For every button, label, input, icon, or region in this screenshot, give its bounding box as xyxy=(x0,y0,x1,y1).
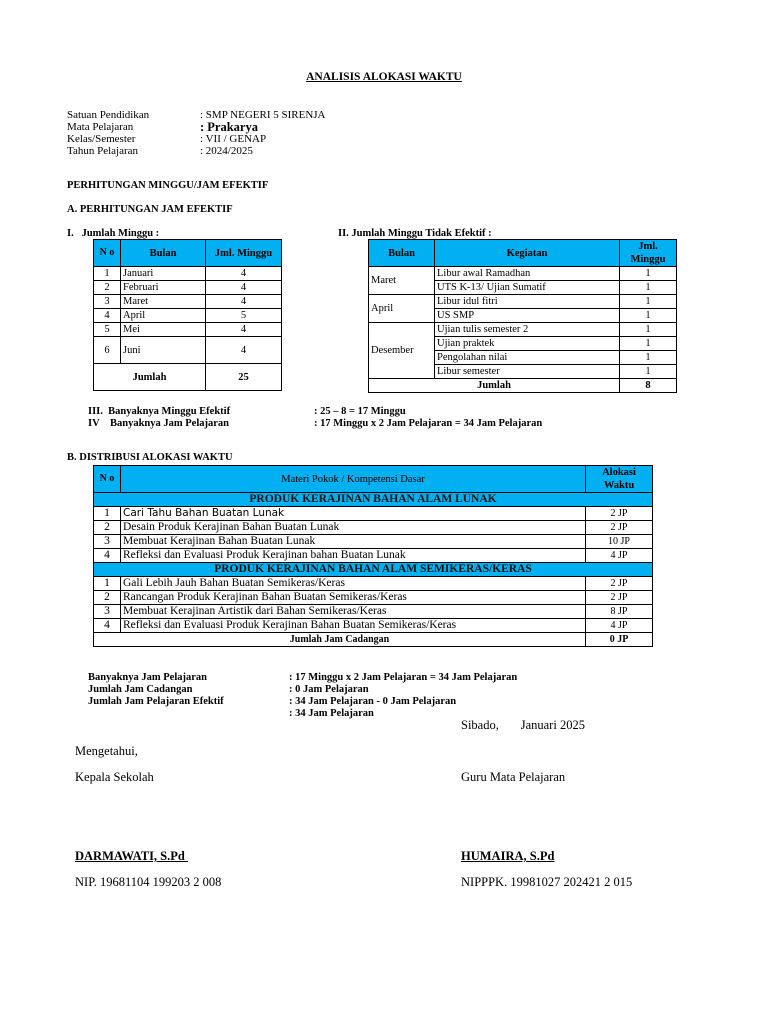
cell-jml: 4 xyxy=(206,337,282,364)
document-title: ANALISIS ALOKASI WAKTU xyxy=(306,71,462,83)
table-row xyxy=(94,591,653,605)
distribusi-alokasi-table xyxy=(93,465,653,647)
minggu-efektif-value: : 25 – 8 = 17 Minggu xyxy=(314,406,406,417)
table-total-row xyxy=(94,633,653,647)
cell-no: 4 xyxy=(94,549,121,563)
sub-heading-i: I. Jumlah Minggu : xyxy=(67,228,160,239)
table-row xyxy=(94,267,282,281)
cell-no: 2 xyxy=(94,591,121,605)
cell-jml: 1 xyxy=(620,337,677,351)
info-label: Tahun Pelajaran xyxy=(67,145,139,157)
cell-jml: 1 xyxy=(620,281,677,295)
cell-materi: Refleksi dan Evaluasi Produk Kerajinan bahan Buatan Lunak xyxy=(121,549,586,563)
cell-no: 1 xyxy=(94,507,121,521)
info-label: Satuan Pendidikan xyxy=(67,109,150,121)
sub-heading-ii: II. Jumlah Minggu Tidak Efektif : xyxy=(338,228,492,239)
summary-label: Jumlah Jam Pelajaran Efektif xyxy=(88,696,224,707)
table-row xyxy=(94,281,282,295)
minggu-efektif-label: III. Banyaknya Minggu Efektif xyxy=(88,406,231,417)
col-header-materi: Materi Pokok / Kompetensi Dasar xyxy=(121,466,586,493)
summary-value: : 34 Jam Pelajaran xyxy=(289,708,374,719)
col-header-no: N o xyxy=(94,240,121,267)
cell-waktu: 10 JP xyxy=(586,535,653,549)
cell-bulan: Januari xyxy=(121,267,206,281)
col-header-no: N o xyxy=(94,466,121,493)
heading-main: PERHITUNGAN MINGGU/JAM EFEKTIF xyxy=(67,180,269,191)
info-value: : Prakarya xyxy=(200,120,258,134)
table-row xyxy=(369,295,677,309)
cell-jml: 1 xyxy=(620,295,677,309)
col-header-kegiatan: Kegiatan xyxy=(435,240,620,267)
col-header-bulan: Bulan xyxy=(369,240,435,267)
table-row xyxy=(94,549,653,563)
cell-waktu: 2 JP xyxy=(586,521,653,535)
cell-jml: 1 xyxy=(620,267,677,281)
cell-no: 2 xyxy=(94,281,121,295)
cell-materi: Rancangan Produk Kerajinan Bahan Buatan Semikeras/Keras xyxy=(121,591,586,605)
cell-kegiatan: Ujian tulis semester 2 xyxy=(435,323,620,337)
cell-no: 5 xyxy=(94,323,121,337)
cell-bulan: Maret xyxy=(121,295,206,309)
summary-value: : 17 Minggu x 2 Jam Pelajaran = 34 Jam Pelajaran xyxy=(289,672,518,683)
table-row xyxy=(94,295,282,309)
table-row xyxy=(94,507,653,521)
total-value: 8 xyxy=(620,379,677,393)
group-header-row xyxy=(94,493,653,507)
cell-waktu: 2 JP xyxy=(586,507,653,521)
table-row xyxy=(369,267,677,281)
total-label: Jumlah Jam Cadangan xyxy=(94,633,586,647)
cell-jml: 4 xyxy=(206,295,282,309)
section-a-heading: A. PERHITUNGAN JAM EFEKTIF xyxy=(67,204,233,215)
cell-kegiatan: US SMP xyxy=(435,309,620,323)
table-row xyxy=(94,323,282,337)
cell-materi: Gali Lebih Jauh Bahan Buatan Semikeras/Keras xyxy=(121,577,586,591)
cell-no: 1 xyxy=(94,267,121,281)
table-row xyxy=(94,337,282,364)
jam-pelajaran-value: : 17 Minggu x 2 Jam Pelajaran = 34 Jam Pelajaran xyxy=(314,418,543,429)
cell-bulan: April xyxy=(369,295,435,323)
cell-bulan: Mei xyxy=(121,323,206,337)
table-row xyxy=(94,521,653,535)
table-total-row xyxy=(94,364,282,391)
cell-waktu: 8 JP xyxy=(586,605,653,619)
cell-materi: Membuat Kerajinan Bahan Buatan Lunak xyxy=(121,535,586,549)
cell-jml: 1 xyxy=(620,323,677,337)
place-date: Sibado, Januari 2025 xyxy=(461,718,585,732)
cell-no: 1 xyxy=(94,577,121,591)
summary-value: : 0 Jam Pelajaran xyxy=(289,684,369,695)
cell-no: 2 xyxy=(94,521,121,535)
cell-kegiatan: Ujian praktek xyxy=(435,337,620,351)
cell-materi: Cari Tahu Bahan Buatan Lunak xyxy=(121,507,586,521)
cell-jml: 1 xyxy=(620,365,677,379)
cell-jml: 4 xyxy=(206,267,282,281)
table-row xyxy=(369,323,677,337)
summary-value: : 34 Jam Pelajaran - 0 Jam Pelajaran xyxy=(289,696,457,707)
cell-no: 6 xyxy=(94,337,121,364)
cell-no: 4 xyxy=(94,309,121,323)
left-signer-nip: NIP. 19681104 199203 2 008 xyxy=(75,875,222,889)
total-label: Jumlah xyxy=(94,364,206,391)
cell-jml: 1 xyxy=(620,351,677,365)
cell-no: 4 xyxy=(94,619,121,633)
group-header-row xyxy=(94,563,653,577)
cell-waktu: 4 JP xyxy=(586,549,653,563)
col-header-bulan: Bulan xyxy=(121,240,206,267)
summary-values xyxy=(289,672,517,720)
cell-no: 3 xyxy=(94,605,121,619)
right-signer-nip: NIPPPK. 19981027 202421 2 015 xyxy=(461,875,633,889)
info-value: : SMP NEGERI 5 SIRENJA xyxy=(200,109,326,121)
info-value: : VII / GENAP xyxy=(200,133,267,145)
info-labels xyxy=(67,109,149,157)
info-label: Kelas/Semester xyxy=(67,133,136,145)
cell-jml: 4 xyxy=(206,323,282,337)
cell-jml: 5 xyxy=(206,309,282,323)
cell-kegiatan: Pengolahan nilai xyxy=(435,351,620,365)
right-signer-name: HUMAIRA, S.Pd xyxy=(461,849,555,863)
col-header-jml: Jml. Minggu xyxy=(206,240,282,267)
cell-no: 3 xyxy=(94,295,121,309)
table-row xyxy=(94,605,653,619)
cell-kegiatan: Libur awal Ramadhan xyxy=(435,267,620,281)
jam-pelajaran-label: IV Banyaknya Jam Pelajaran xyxy=(88,418,229,429)
table-row xyxy=(94,309,282,323)
cell-materi: Membuat Kerajinan Artistik dari Bahan Semikeras/Keras xyxy=(121,605,586,619)
cell-bulan: Desember xyxy=(369,323,435,379)
info-value: : 2024/2025 xyxy=(200,145,253,157)
minggu-tidak-efektif-table xyxy=(368,239,677,393)
info-values xyxy=(200,109,326,157)
table-row xyxy=(94,577,653,591)
col-header-alokasi: Alokasi Waktu xyxy=(586,466,653,493)
cell-kegiatan: UTS K-13/ Ujian Sumatif xyxy=(435,281,620,295)
cell-materi: Refleksi dan Evaluasi Produk Kerajinan Bahan Buatan Semikeras/Keras xyxy=(121,619,586,633)
cell-waktu: 2 JP xyxy=(586,577,653,591)
summary-label: Banyaknya Jam Pelajaran xyxy=(88,672,208,683)
cell-bulan: April xyxy=(121,309,206,323)
table-row xyxy=(94,619,653,633)
group-title: PRODUK KERAJINAN BAHAN ALAM SEMIKERAS/KERAS xyxy=(94,563,653,577)
cell-kegiatan: Libur idul fitri xyxy=(435,295,620,309)
summary-labels xyxy=(88,672,224,708)
total-value: 0 JP xyxy=(586,633,653,647)
total-label: Jumlah xyxy=(369,379,620,393)
jumlah-minggu-table xyxy=(93,239,282,391)
total-value: 25 xyxy=(206,364,282,391)
cell-jml: 1 xyxy=(620,309,677,323)
cell-no: 3 xyxy=(94,535,121,549)
left-signer-role: Kepala Sekolah xyxy=(75,770,154,784)
left-signer-name: DARMAWATI, S.Pd xyxy=(75,849,188,863)
section-b-heading: B. DISTRIBUSI ALOKASI WAKTU xyxy=(67,452,233,463)
cell-bulan: Februari xyxy=(121,281,206,295)
table-row xyxy=(94,535,653,549)
table-total-row xyxy=(369,379,677,393)
right-signer-role: Guru Mata Pelajaran xyxy=(461,770,566,784)
cell-kegiatan: Libur semester xyxy=(435,365,620,379)
cell-materi: Desain Produk Kerajinan Bahan Buatan Lunak xyxy=(121,521,586,535)
mengetahui-text: Mengetahui, xyxy=(75,744,138,758)
col-header-jml: Jml. Minggu xyxy=(620,240,677,267)
info-label: Mata Pelajaran xyxy=(67,121,134,133)
summary-label: Jumlah Jam Cadangan xyxy=(88,684,193,695)
cell-jml: 4 xyxy=(206,281,282,295)
cell-bulan: Maret xyxy=(369,267,435,295)
group-title: PRODUK KERAJINAN BAHAN ALAM LUNAK xyxy=(94,493,653,507)
cell-waktu: 4 JP xyxy=(586,619,653,633)
cell-bulan: Juni xyxy=(121,337,206,364)
cell-waktu: 2 JP xyxy=(586,591,653,605)
